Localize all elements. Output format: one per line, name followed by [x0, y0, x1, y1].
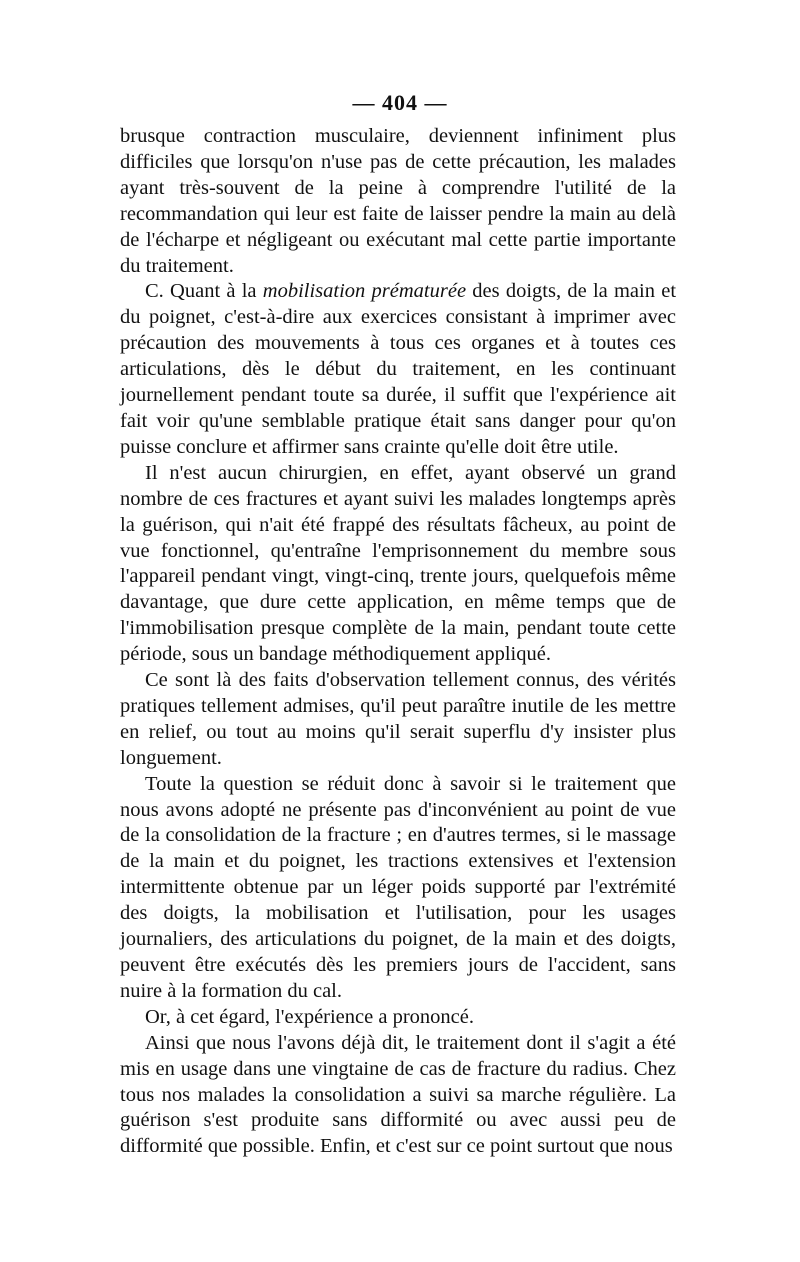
page-number: — 404 — — [352, 90, 448, 115]
paragraph-question: Toute la question se réduit donc à savoir si le traitement que nous avons adopté ne présente pas d'inconvénient au point de vue de la consolidation de la fracture ; en d'autres termes, si le massage de la main et du poignet, les tractions extensives et l'extension intermittente obtenue par un léger poids supporté par l'extrémité des doigts, la mobilisation et l'utilisation, pour les usages journaliers, des articulations du poignet, de la main et des doigts, peuvent être exécutés dès les premiers jours de l'accident, sans nuire à la formation du cal. — [120, 772, 676, 1002]
paragraph-chirurgien: Il n'est aucun chirurgien, en effet, ayant observé un grand nombre de ces fractures et ayant suivi les malades longtemps après la guérison, qui n'ait été frappé des résultats fâcheux, au point de vue fonctionnel, qu'entraîne l'emprisonnement du membre sous l'appareil pendant vingt, vingt-cinq, trente jours, quelquefois même davantage, que dure cette application, en même temps que de l'immobilisation presque complète de la main, pendant toute cette période, sous un bandage méthodiquement appliqué. — [120, 461, 676, 666]
paragraph-mobilisation-rest: des doigts, de la main et du poignet, c'est-à-dire aux exercices consistant à imprimer avec précaution des mouvements à tous ces organes et à toutes ces articulations, dès le début du traitement, en les continuant journellement pendant toute sa durée, il suffit que l'expérience ait fait voir qu'une semblable pratique était sans danger pour qu'on puisse conclure et affirmer sans crainte qu'elle doit être utile. — [120, 280, 677, 458]
italic-term-mobilisation: mobilisation prématurée — [262, 280, 467, 303]
paragraph-observation: Ce sont là des faits d'observation tellement connus, des vérités pratiques tellement admises, qu'il peut paraître inutile de les mettre en relief, ou tout au moins qu'il serait superflu d'y insister plus longuement. — [120, 669, 676, 769]
paragraph-conclusion: Ainsi que nous l'avons déjà dit, le traitement dont il s'agit a été mis en usage dans une vingtaine de cas de fracture du radius. Chez tous nos malades la consolidation a suivi sa marche régulière. La guérison s'est produite sans difformité ou avec aussi peu de difformité que possible. Enfin, et c'est sur ce point surtout que nous — [120, 1031, 676, 1158]
paragraph-continuation: brusque contraction musculaire, deviennent infiniment plus difficiles que lorsqu'on n'use pas de cette précaution, les malades ayant très-souvent de la peine à comprendre l'utilité de la recommandation qui leur est faite de laisser pendre la main au delà de l'écharpe et négligeant ou exécutant mal cette partie importante du traitement. — [120, 125, 676, 277]
paragraph-mobilisation — [120, 279, 676, 460]
paragraph-experience: Or, à cet égard, l'expérience a prononcé. — [145, 1005, 474, 1028]
body-text — [120, 124, 676, 1160]
paragraph-mobilisation-lead: C. Quant à la — [145, 280, 263, 303]
